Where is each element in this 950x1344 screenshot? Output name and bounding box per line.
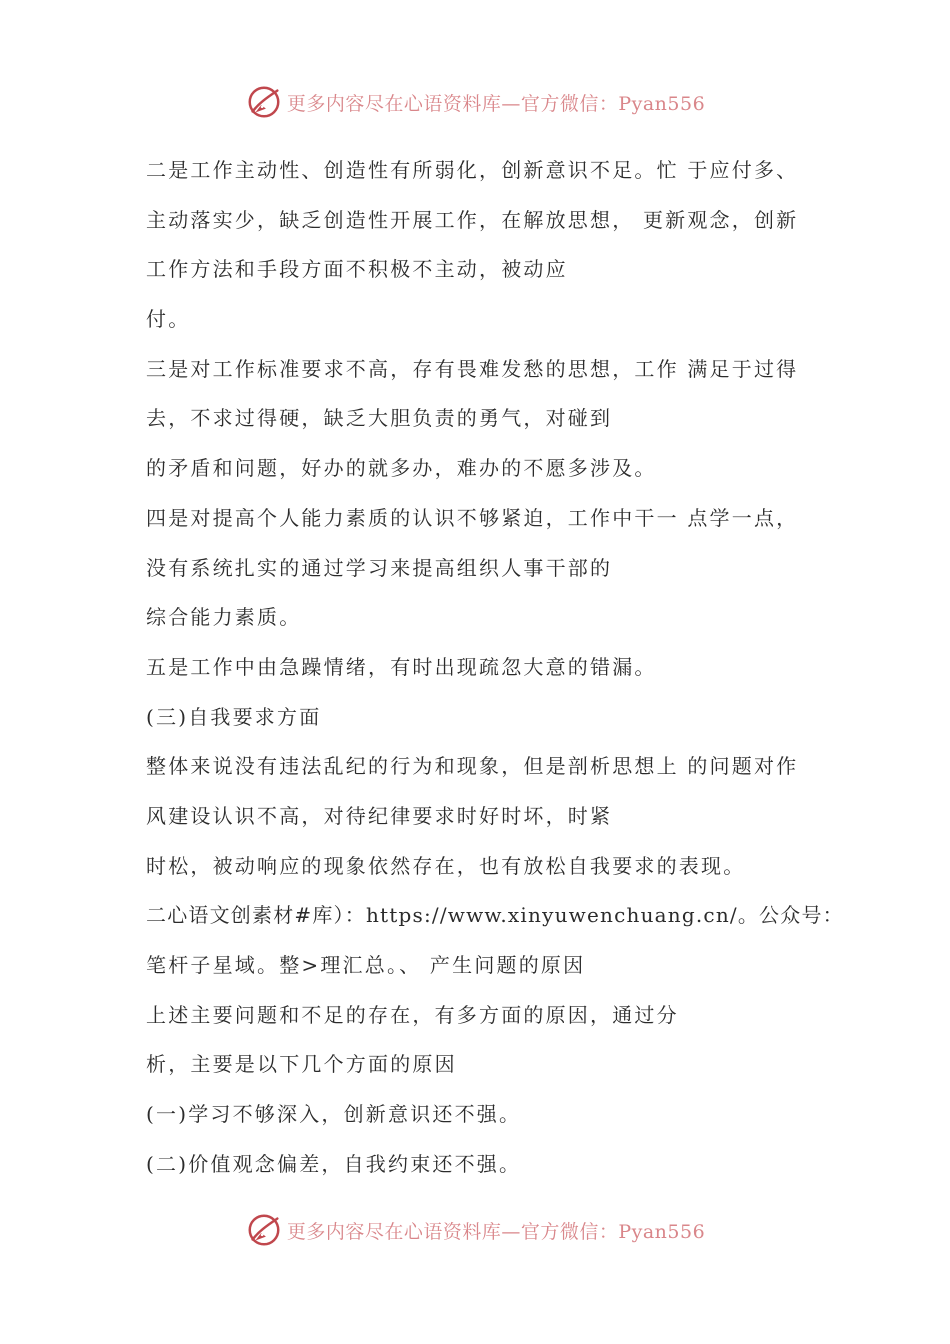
text-line: 五是工作中由急躁情绪，有时出现疏忽大意的错漏。 xyxy=(146,654,657,679)
text-line-with-url: 二心语文创素材#库）：https://www.xinyuwenchuang.cn/。公众号： xyxy=(146,903,844,928)
text-line: 析，主要是以下几个方面的原因 xyxy=(146,1052,457,1077)
text-line: 的矛盾和问题，好办的就多办，难办的不愿多涉及。 xyxy=(146,456,657,481)
pen-nib-circle-icon xyxy=(245,1211,283,1249)
footer-banner xyxy=(0,1208,950,1252)
text-line: 时松，被动响应的现象依然存在，也有放松自我要求的表现。 xyxy=(146,853,746,878)
text-line: 付。 xyxy=(146,307,191,332)
text-line: 主动落实少，缺乏创造性开展工作，在解放思想， 更新观念，创新 xyxy=(146,207,799,232)
text-line: 整体来说没有违法乱纪的行为和现象，但是剖析思想上 的问题对作 xyxy=(146,754,799,779)
text-line: 工作方法和手段方面不积极不主动，被动应 xyxy=(146,257,568,282)
pen-nib-circle-icon xyxy=(245,83,283,121)
text-line: 去，不求过得硬，缺乏大胆负责的勇气，对碰到 xyxy=(146,406,613,431)
text-line: (一)学习不够深入，创新意识还不强。 xyxy=(146,1102,522,1127)
text-line: 二是工作主动性、创造性有所弱化，创新意识不足。忙 于应付多、 xyxy=(146,158,799,182)
text-line: 没有系统扎实的通过学习来提高组织人事干部的 xyxy=(146,555,613,580)
banner-text: 更多内容尽在心语资料库—官方微信：Pyan556 xyxy=(286,92,706,115)
text-line: 四是对提高个人能力素质的认识不够紧迫，工作中干一 点学一点， xyxy=(146,505,799,530)
text-line: 上述主要问题和不足的存在，有多方面的原因，通过分 xyxy=(146,1002,679,1027)
text-line: 笔杆子星域。整>理汇总。、 产生问题的原因 xyxy=(146,953,586,977)
document-body xyxy=(146,146,844,1189)
text-line: 三是对工作标准要求不高，存有畏难发愁的思想，工作 满足于过得 xyxy=(146,356,799,381)
text-line: 风建设认识不高，对待纪律要求时好时坏，时紧 xyxy=(146,803,613,828)
header-banner xyxy=(0,80,950,124)
text-line: (二)价值观念偏差，自我约束还不强。 xyxy=(146,1151,522,1176)
section-heading: (三)自我要求方面 xyxy=(146,704,322,729)
banner-text: 更多内容尽在心语资料库—官方微信：Pyan556 xyxy=(286,1220,706,1243)
text-line: 综合能力素质。 xyxy=(146,605,302,630)
